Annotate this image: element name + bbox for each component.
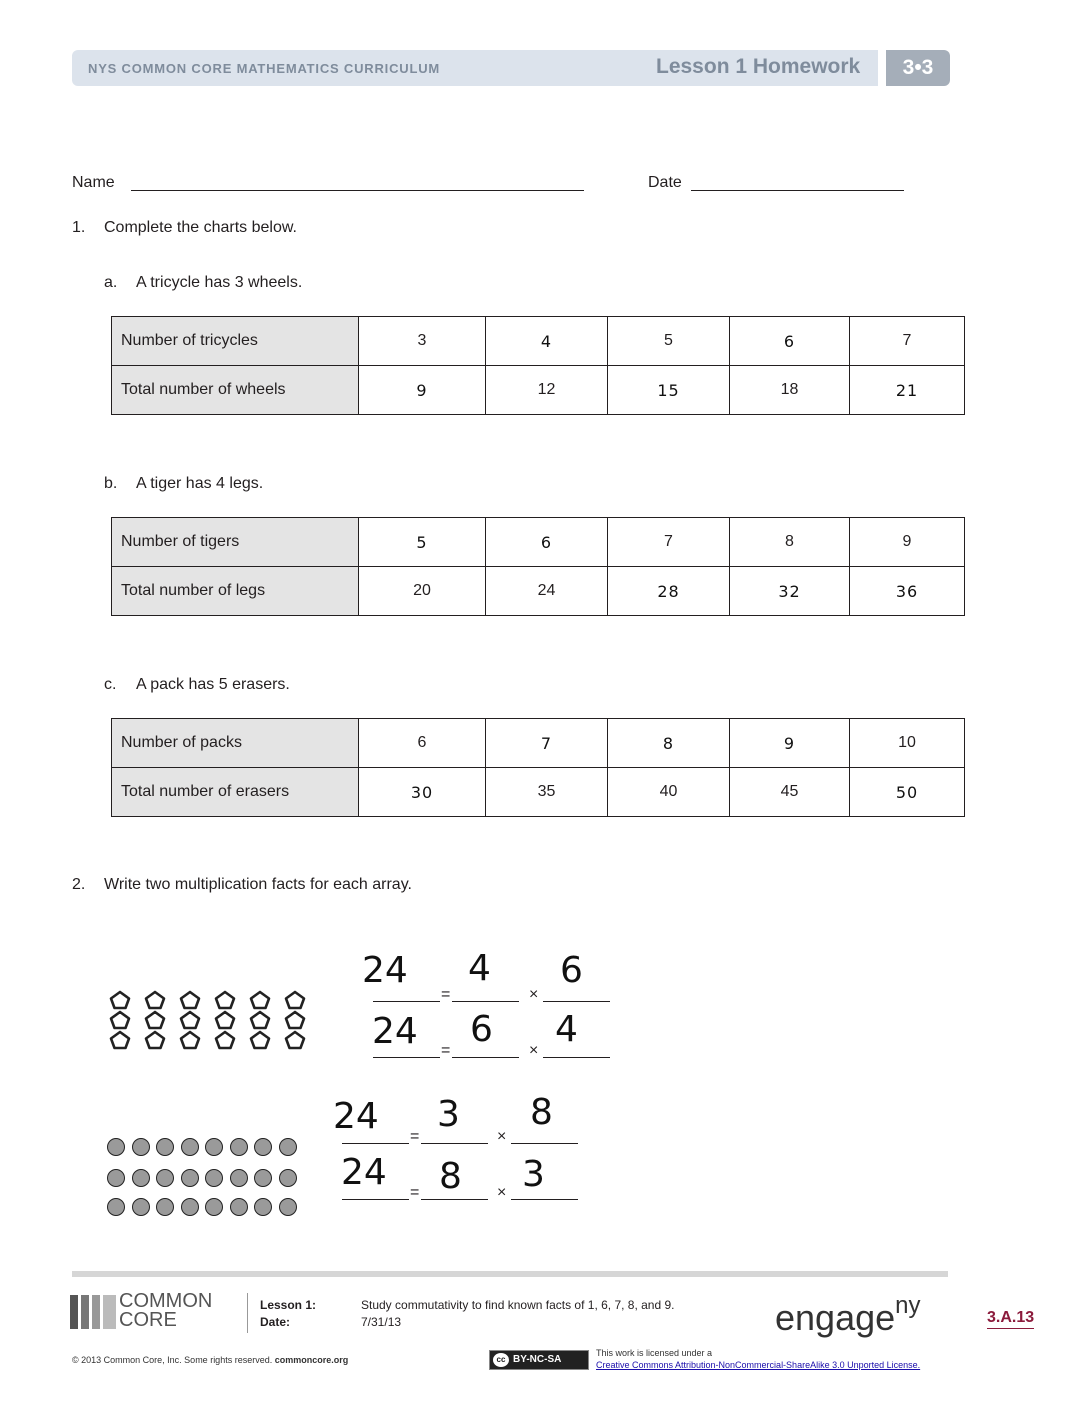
pentagon-icon	[144, 1030, 166, 1050]
circle-icon	[279, 1198, 297, 1216]
q1c-letter: c.	[104, 676, 117, 693]
table-row	[112, 768, 965, 817]
cc-badge-text: BY-NC-SA	[513, 1354, 562, 1365]
lesson-title: Lesson 1 Homework	[656, 55, 861, 78]
table-cell: 10	[850, 719, 965, 768]
array-row	[107, 1138, 297, 1156]
handwritten-answer: 24	[341, 1152, 387, 1193]
handwritten-answer: 3	[437, 1094, 460, 1135]
copyright-site: commoncore.org	[274, 1355, 349, 1365]
circle-icon	[107, 1169, 125, 1187]
table-cell: 12	[486, 366, 608, 415]
handwritten-answer[interactable]: 4	[486, 317, 608, 366]
equals-sign: =	[410, 1128, 420, 1145]
pentagon-icon	[214, 1030, 236, 1050]
curriculum-title: NYS COMMON CORE MATHEMATICS CURRICULUM	[88, 61, 441, 76]
q2-prompt: Write two multiplication facts for each array.	[104, 876, 412, 893]
product-blank[interactable]	[373, 1057, 440, 1058]
circle-icon	[230, 1198, 248, 1216]
handwritten-answer[interactable]: 28	[608, 567, 730, 616]
table-cell: 7	[608, 518, 730, 567]
handwritten-answer: 4	[555, 1009, 578, 1050]
circle-icon	[132, 1198, 150, 1216]
row-label: Total number of erasers	[112, 768, 359, 817]
table-cell: 9	[850, 518, 965, 567]
circle-icon	[107, 1138, 125, 1156]
circle-icon	[107, 1198, 125, 1216]
handwritten-answer[interactable]: 36	[850, 567, 965, 616]
tiger-chart	[111, 517, 965, 616]
engage-sup: ny	[895, 1292, 921, 1319]
factor-blank[interactable]	[543, 1001, 610, 1002]
table-row	[112, 567, 965, 616]
footer-rule	[72, 1271, 948, 1277]
pentagon-icon	[109, 1010, 131, 1030]
table-cell: 24	[486, 567, 608, 616]
handwritten-answer[interactable]: 9	[730, 719, 850, 768]
table-cell: 20	[359, 567, 486, 616]
circle-icon	[279, 1169, 297, 1187]
pentagon-icon	[179, 1010, 201, 1030]
table-cell: 3	[359, 317, 486, 366]
q1b-letter: b.	[104, 475, 118, 492]
handwritten-answer: 4	[468, 948, 491, 989]
pentagon-icon	[249, 1010, 271, 1030]
equals-sign: =	[441, 1042, 451, 1059]
pentagon-icon	[249, 990, 271, 1010]
handwritten-answer[interactable]: 15	[608, 366, 730, 415]
table-cell: 7	[850, 317, 965, 366]
times-sign: ×	[529, 986, 539, 1003]
q1b-prompt: A tiger has 4 legs.	[136, 475, 264, 492]
table-row	[112, 719, 965, 768]
name-label: Name	[72, 174, 115, 191]
array-row	[109, 1010, 306, 1030]
circle-icon	[254, 1169, 272, 1187]
circle-icon	[254, 1138, 272, 1156]
factor-blank[interactable]	[421, 1143, 488, 1144]
logo-line-2: CORE	[119, 1309, 177, 1331]
engageny-logo	[775, 1292, 921, 1339]
copyright	[72, 1355, 348, 1365]
pentagon-icon	[109, 1030, 131, 1050]
pentagon-icon	[214, 990, 236, 1010]
factor-blank[interactable]	[452, 1057, 519, 1058]
circle-icon	[156, 1198, 174, 1216]
license-line-1: This work is licensed under a	[596, 1348, 713, 1358]
times-sign: ×	[497, 1128, 507, 1145]
q2-number: 2.	[72, 876, 86, 893]
table-cell: 18	[730, 366, 850, 415]
handwritten-answer[interactable]: 6	[486, 518, 608, 567]
pentagon-icon	[179, 990, 201, 1010]
handwritten-answer[interactable]: 8	[608, 719, 730, 768]
pentagon-icon	[249, 1030, 271, 1050]
pentagon-icon	[284, 1010, 306, 1030]
footer-lesson-label: Lesson 1:	[260, 1298, 317, 1312]
circle-icon	[230, 1169, 248, 1187]
array-row	[109, 1030, 306, 1050]
cc-license-badge[interactable]	[489, 1350, 589, 1370]
handwritten-answer[interactable]: 7	[486, 719, 608, 768]
handwritten-answer: 6	[560, 950, 583, 991]
footer-date-label: Date:	[260, 1315, 291, 1329]
row-label: Number of tricycles	[112, 317, 359, 366]
q1-number: 1.	[72, 219, 86, 236]
common-core-wordmark	[119, 1292, 212, 1330]
footer-divider	[247, 1293, 248, 1333]
row-label: Total number of legs	[112, 567, 359, 616]
table-row	[112, 366, 965, 415]
table-cell: 40	[608, 768, 730, 817]
circle-icon	[254, 1198, 272, 1216]
footer-lesson-text: Study commutativity to find known facts of 1, 6, 7, 8, and 9.	[361, 1298, 675, 1312]
table-row	[112, 518, 965, 567]
handwritten-answer: 8	[439, 1156, 462, 1197]
factor-blank[interactable]	[543, 1057, 610, 1058]
date-label: Date	[648, 174, 682, 191]
handwritten-answer: 3	[522, 1154, 545, 1195]
handwritten-answer[interactable]: 50	[850, 768, 965, 817]
q1a-prompt: A tricycle has 3 wheels.	[136, 274, 303, 291]
q1a-letter: a.	[104, 274, 118, 291]
pentagon-icon	[144, 1010, 166, 1030]
logo-line-1: COMMON	[119, 1290, 213, 1312]
table-row	[112, 317, 965, 366]
license-text	[596, 1347, 920, 1371]
circle-icon	[132, 1138, 150, 1156]
factor-blank[interactable]	[511, 1199, 578, 1200]
pentagon-icon	[179, 1030, 201, 1050]
table-cell: 6	[359, 719, 486, 768]
pentagon-icon	[144, 990, 166, 1010]
circle-icon	[181, 1169, 199, 1187]
circle-icon	[132, 1169, 150, 1187]
handwritten-answer[interactable]: 21	[850, 366, 965, 415]
engage-word: engage	[775, 1297, 896, 1338]
array-row	[107, 1198, 297, 1216]
circle-icon	[156, 1138, 174, 1156]
array-row	[109, 990, 306, 1010]
times-sign: ×	[497, 1184, 507, 1201]
pentagon-icon	[284, 1030, 306, 1050]
table-cell: 5	[608, 317, 730, 366]
handwritten-answer: 6	[470, 1009, 493, 1050]
pentagon-icon	[214, 1010, 236, 1030]
name-line[interactable]	[131, 190, 584, 191]
handwritten-answer[interactable]: 30	[359, 768, 486, 817]
cc-icon: cc	[493, 1353, 509, 1367]
circle-icon	[205, 1169, 223, 1187]
license-link[interactable]: Creative Commons Attribution-NonCommercial-ShareAlike 3.0 Unported License.	[596, 1360, 921, 1370]
factor-blank[interactable]	[452, 1001, 519, 1002]
times-sign: ×	[529, 1042, 539, 1059]
module-badge: 3•3	[886, 50, 950, 86]
tricycle-chart	[111, 316, 965, 415]
product-blank[interactable]	[342, 1143, 409, 1144]
pentagon-icon	[109, 990, 131, 1010]
row-label: Total number of wheels	[112, 366, 359, 415]
table-cell: 8	[730, 518, 850, 567]
table-cell: 45	[730, 768, 850, 817]
array-row	[107, 1169, 297, 1187]
factor-blank[interactable]	[421, 1199, 488, 1200]
circle-icon	[205, 1138, 223, 1156]
pentagon-icon	[284, 990, 306, 1010]
common-core-logo-icon	[70, 1295, 116, 1329]
handwritten-answer[interactable]: 5	[359, 518, 486, 567]
handwritten-answer: 24	[372, 1011, 418, 1052]
q1c-prompt: A pack has 5 erasers.	[136, 676, 290, 693]
q1-prompt: Complete the charts below.	[104, 219, 297, 236]
handwritten-answer[interactable]: 6	[730, 317, 850, 366]
factor-blank[interactable]	[511, 1143, 578, 1144]
circle-icon	[205, 1198, 223, 1216]
equals-sign: =	[441, 986, 451, 1003]
product-blank[interactable]	[373, 1001, 440, 1002]
copyright-text: © 2013 Common Core, Inc. Some rights reserved.	[72, 1355, 273, 1365]
circle-icon	[230, 1138, 248, 1156]
footer-date-text: 7/31/13	[361, 1315, 402, 1329]
handwritten-answer: 8	[530, 1092, 553, 1133]
handwritten-answer[interactable]: 9	[359, 366, 486, 415]
handwritten-answer: 24	[362, 950, 408, 991]
eraser-chart	[111, 718, 965, 817]
circle-icon	[181, 1138, 199, 1156]
date-line[interactable]	[691, 190, 904, 191]
page-code: 3.A.13	[987, 1309, 1034, 1329]
row-label: Number of packs	[112, 719, 359, 768]
handwritten-answer: 24	[333, 1096, 379, 1137]
table-cell: 35	[486, 768, 608, 817]
circle-icon	[156, 1169, 174, 1187]
row-label: Number of tigers	[112, 518, 359, 567]
product-blank[interactable]	[342, 1199, 409, 1200]
equals-sign: =	[410, 1184, 420, 1201]
handwritten-answer[interactable]: 32	[730, 567, 850, 616]
circle-icon	[279, 1138, 297, 1156]
circle-icon	[181, 1198, 199, 1216]
